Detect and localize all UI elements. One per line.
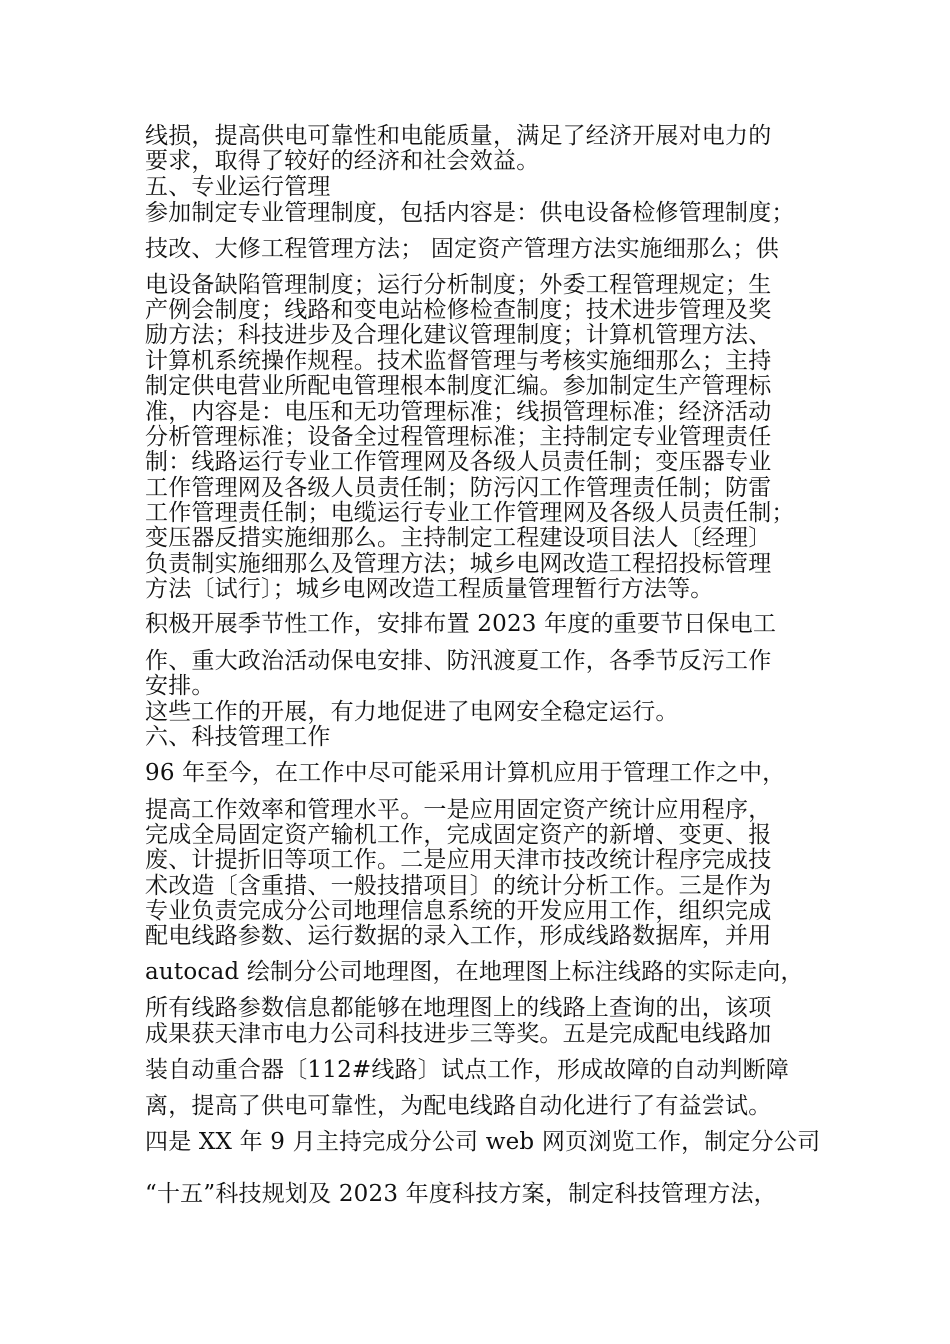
- text-line: 所有线路参数信息都能够在地理图上的线路上查询的出，该项: [145, 995, 772, 1021]
- text-line: 要求，取得了较好的经济和社会效益。: [145, 148, 540, 174]
- text-line: 术改造〔含重措、一般技措项目〕的统计分析工作。三是作为: [145, 873, 772, 899]
- text-line: 完成全局固定资产输机工作，完成固定资产的新增、变更、报: [145, 822, 772, 848]
- text-line: 计算机系统操作规程。技术监督管理与考核实施细那么；主持: [145, 348, 772, 374]
- text-line: 制定供电营业所配电管理根本制度汇编。参加制定生产管理标: [145, 373, 772, 399]
- text-line: 四是 XX 年 9 月主持完成分公司 web 网页浏览工作，制定分公司: [145, 1129, 821, 1155]
- text-line: “十五”科技规划及 2023 年度科技方案，制定科技管理方法，: [145, 1181, 777, 1207]
- text-line: 这些工作的开展，有力地促进了电网安全稳定运行。: [145, 699, 679, 725]
- text-line: 离，提高了供电可靠性，为配电线路自动化进行了有益尝试。: [145, 1093, 772, 1119]
- text-line: 安排。: [145, 673, 215, 699]
- text-line: 负责制实施细那么及管理方法；城乡电网改造工程招投标管理: [145, 551, 772, 577]
- text-line: 作、重大政治活动保电安排、防汛渡夏工作，各季节反污工作: [145, 648, 772, 674]
- text-line: 参加制定专业管理制度，包括内容是：供电设备检修管理制度；: [145, 200, 795, 226]
- text-line: autocad 绘制分公司地理图，在地理图上标注线路的实际走向，: [145, 959, 804, 985]
- text-line: 励方法；科技进步及合理化建议管理制度；计算机管理方法、: [145, 322, 772, 348]
- section-heading: 六、科技管理工作: [145, 724, 331, 750]
- text-line: 线损，提高供电可靠性和电能质量，满足了经济开展对电力的: [145, 123, 772, 149]
- section-heading: 五、专业运行管理: [145, 174, 331, 200]
- text-line: 技改、大修工程管理方法； 固定资产管理方法实施细那么；供: [145, 236, 779, 262]
- text-line: 专业负责完成分公司地理信息系统的开发应用工作，组织完成: [145, 898, 772, 924]
- text-line: 变压器反措实施细那么。主持制定工程建设项目法人〔经理〕: [145, 525, 772, 551]
- text-line: 电设备缺陷管理制度；运行分析制度；外委工程管理规定；生: [145, 272, 772, 298]
- text-line: 工作管理网及各级人员责任制；防污闪工作管理责任制；防雷: [145, 475, 772, 501]
- text-line: 配电线路参数、运行数据的录入工作，形成线路数据库，并用: [145, 923, 772, 949]
- text-line: 产例会制度；线路和变电站检修检查制度；技术进步管理及奖: [145, 297, 772, 323]
- text-line: 工作管理责任制；电缆运行专业工作管理网及各级人员责任制；: [145, 500, 795, 526]
- text-line: 分析管理标准；设备全过程管理标准；主持制定专业管理责任: [145, 424, 772, 450]
- text-line: 积极开展季节性工作，安排布置 2023 年度的重要节日保电工: [145, 611, 777, 637]
- text-line: 准，内容是：电压和无功管理标准；线损管理标准；经济活动: [145, 399, 772, 425]
- text-line: 废、计提折旧等项工作。二是应用天津市技改统计程序完成技: [145, 847, 772, 873]
- text-line: 制：线路运行专业工作管理网及各级人员责任制；变压器专业: [145, 449, 772, 475]
- text-line: 装自动重合器〔112#线路〕试点工作，形成故障的自动判断障: [145, 1057, 789, 1083]
- text-line: 成果获天津市电力公司科技进步三等奖。五是完成配电线路加: [145, 1021, 772, 1047]
- text-line: 方法〔试行〕；城乡电网改造工程质量管理暂行方法等。: [145, 576, 714, 602]
- text-line: 提高工作效率和管理水平。一是应用固定资产统计应用程序，: [145, 797, 772, 823]
- text-line: 96 年至今，在工作中尽可能采用计算机应用于管理工作之中，: [145, 760, 786, 786]
